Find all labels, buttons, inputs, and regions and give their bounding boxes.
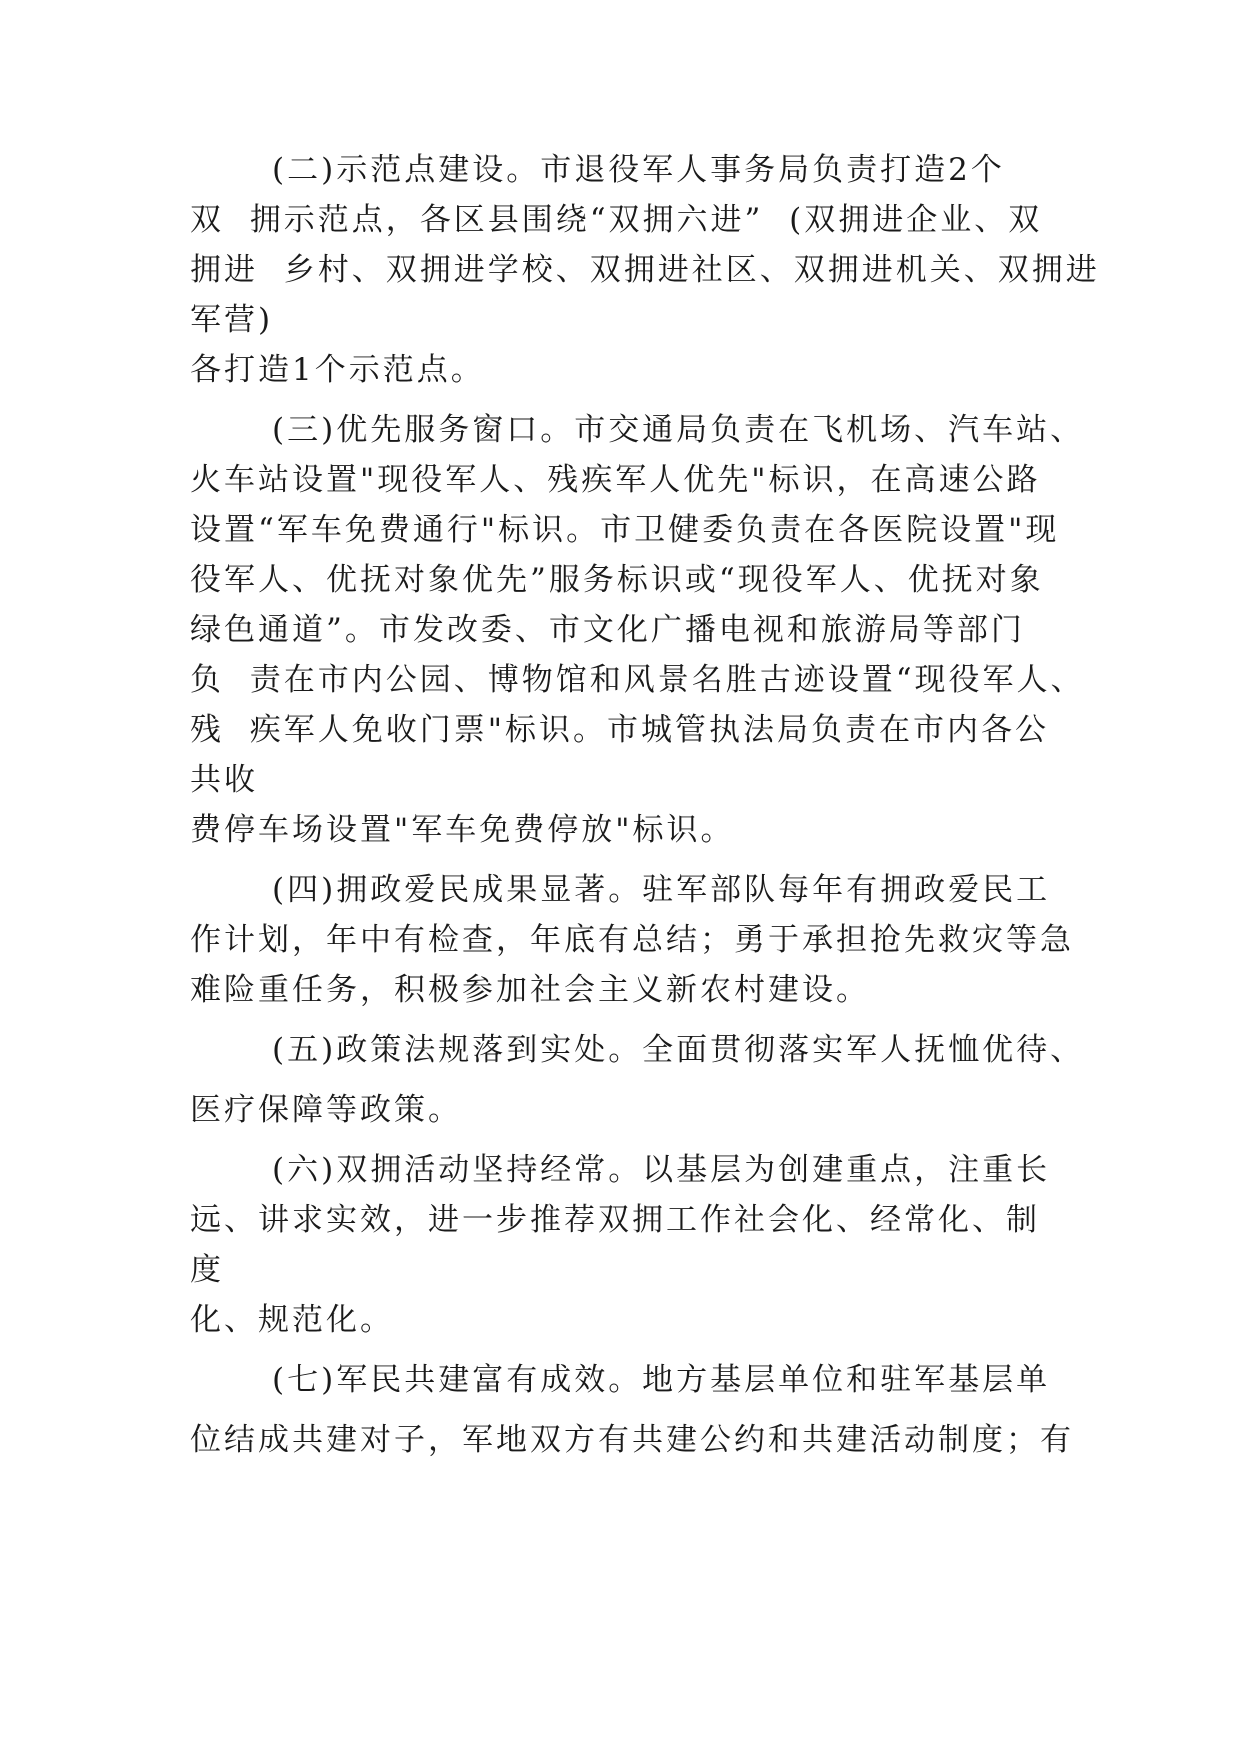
paragraph-2-line: (二)示范点建设。市退役军人事务局负责打造2个 [272,152,1005,188]
paragraph-6-line: (六)双拥活动坚持经常。以基层为创建重点，注重长 [272,1152,1051,1188]
paragraph-4-line: (四)拥政爱民成果显著。驻军部队每年有拥政爱民工 [272,872,1051,908]
paragraph-5-line: (五)政策法规落到实处。全面贯彻落实军人抚恤优待、 [272,1032,1085,1068]
paragraph-2-line: 双 拥示范点，各区县围绕“双拥六进” (双拥进企业、双 [190,202,1043,238]
paragraph-3-line: 残 疾军人免收门票"标识。市城管执法局负责在市内各公 [190,712,1049,748]
paragraph-3-line: (三)优先服务窗口。市交通局负责在飞机场、汽车站、 [272,412,1085,448]
paragraph-2-line: 拥进 乡村、双拥进学校、双拥进社区、双拥进机关、双拥进 [190,252,1100,288]
paragraph-4-line: 难险重任务，积极参加社会主义新农村建设。 [190,972,870,1008]
paragraph-7-line: (七)军民共建富有成效。地方基层单位和驻军基层单 [272,1362,1051,1398]
paragraph-6-line: 度 [190,1252,224,1288]
paragraph-5-line: 医疗保障等政策。 [190,1092,462,1128]
paragraph-6-line: 远、讲求实效，进一步推荐双拥工作社会化、经常化、制 [190,1202,1040,1238]
paragraph-3-line: 绿色通道”。市发改委、市文化广播电视和旅游局等部门 [190,612,1025,648]
paragraph-7-line: 位结成共建对子，军地双方有共建公约和共建活动制度；有 [190,1422,1074,1458]
paragraph-3-line: 设置“军车免费通行"标识。市卫健委负责在各医院设置"现 [190,512,1060,548]
paragraph-2-line: 军营) [190,302,274,338]
paragraph-3-line: 共收 [190,762,258,798]
paragraph-2-line: 各打造1个示范点。 [190,352,485,388]
paragraph-3-line: 役军人、优抚对象优先”服务标识或“现役军人、优抚对象 [190,562,1044,598]
paragraph-3-line: 负 责在市内公园、博物馆和风景名胜古迹设置“现役军人、 [190,662,1085,698]
paragraph-4-line: 作计划，年中有检查，年底有总结；勇于承担抢先救灾等急 [190,922,1074,958]
paragraph-3-line: 火车站设置"现役军人、残疾军人优先"标识，在高速公路 [190,462,1041,498]
paragraph-3-line: 费停车场设置"军车免费停放"标识。 [190,812,735,848]
paragraph-6-line: 化、规范化。 [190,1302,394,1338]
